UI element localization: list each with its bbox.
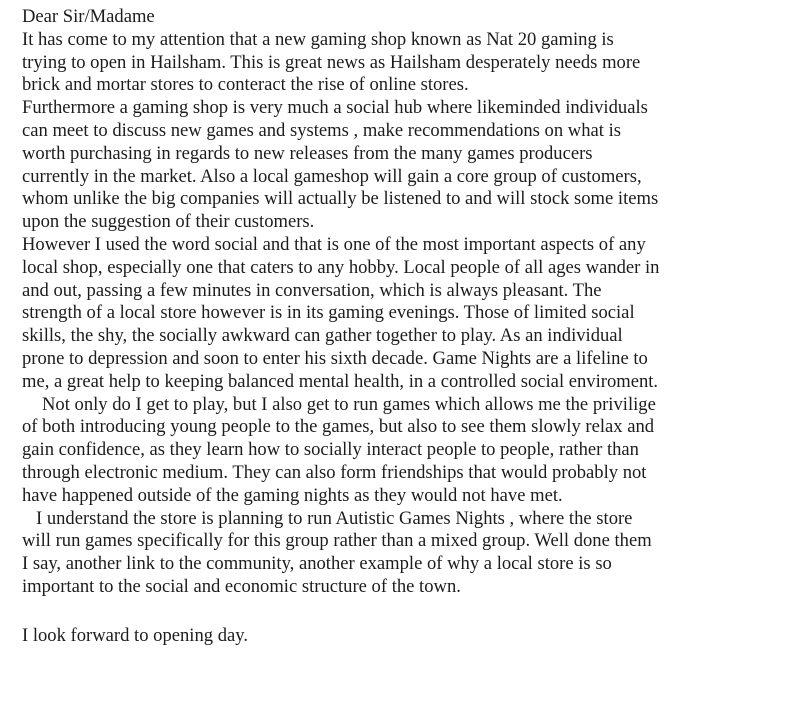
paragraph-gaming-evenings [22, 234, 794, 394]
text-line: can meet to discuss new games and systems , make recommendations on what is [22, 119, 621, 141]
text-line: brick and mortar stores to conteract the rise of online stores. [22, 74, 469, 96]
text-line: prone to depression and soon to enter his sixth decade. Game Nights are a lifeline to [22, 347, 648, 369]
text-line: Furthermore a gaming shop is very much a social hub where likeminded individuals [22, 97, 648, 119]
text-line: important to the social and economic structure of the town. [22, 575, 461, 597]
letter-body [22, 6, 794, 647]
text-line: of both introducing young people to the games, but also to see them slowly relax and [22, 416, 655, 438]
text-line: I understand the store is planning to run Autistic Games Nights , where the store [36, 507, 633, 529]
text-line: currently in the market. Also a local gameshop will gain a core group of customers, [22, 165, 642, 187]
paragraph-intro [22, 29, 794, 97]
closing-line: I look forward to opening day. [22, 624, 248, 646]
text-line: gain confidence, as they learn how to socially interact people to people, rather than [22, 439, 639, 461]
text-line: strength of a local store however is in its gaming evenings. Those of limited social [22, 302, 635, 324]
text-line: will run games specifically for this group rather than a mixed group. Well done them [22, 530, 652, 552]
text-line: whom unlike the big companies will actually be listened to and will stock some items [22, 188, 659, 210]
text-line: upon the suggestion of their customers. [22, 211, 315, 233]
paragraph-autistic-games-nights [22, 508, 794, 599]
text-line: trying to open in Hailsham. This is great news as Hailsham desperately needs more [22, 51, 641, 73]
text-line: local shop, especially one that caters to any hobby. Local people of all ages wander in [22, 256, 660, 278]
text-line: However I used the word social and that is one of the most important aspects of any [22, 233, 646, 255]
text-line: I say, another link to the community, another example of why a local store is so [22, 553, 612, 575]
blank-line [22, 599, 794, 622]
text-line: through electronic medium. They can also form friendships that would probably not [22, 461, 647, 483]
paragraph-social-hub [22, 97, 794, 234]
text-line: skills, the shy, the socially awkward can gather together to play. As an individual [22, 325, 623, 347]
text-line: worth purchasing in regards to new releases from the many games producers [22, 142, 593, 164]
text-line: It has come to my attention that a new gaming shop known as Nat 20 gaming is [22, 28, 614, 50]
text-line: me, a great help to keeping balanced mental health, in a controlled social enviroment. [22, 370, 659, 392]
paragraph-running-games [22, 394, 794, 508]
text-line: and out, passing a few minutes in conversation, which is always pleasant. The [22, 279, 602, 301]
salutation: Dear Sir/Madame [22, 6, 155, 27]
text-line: Not only do I get to play, but I also get to run games which allows me the privilige [42, 393, 656, 415]
text-line: have happened outside of the gaming nights as they would not have met. [22, 484, 563, 506]
